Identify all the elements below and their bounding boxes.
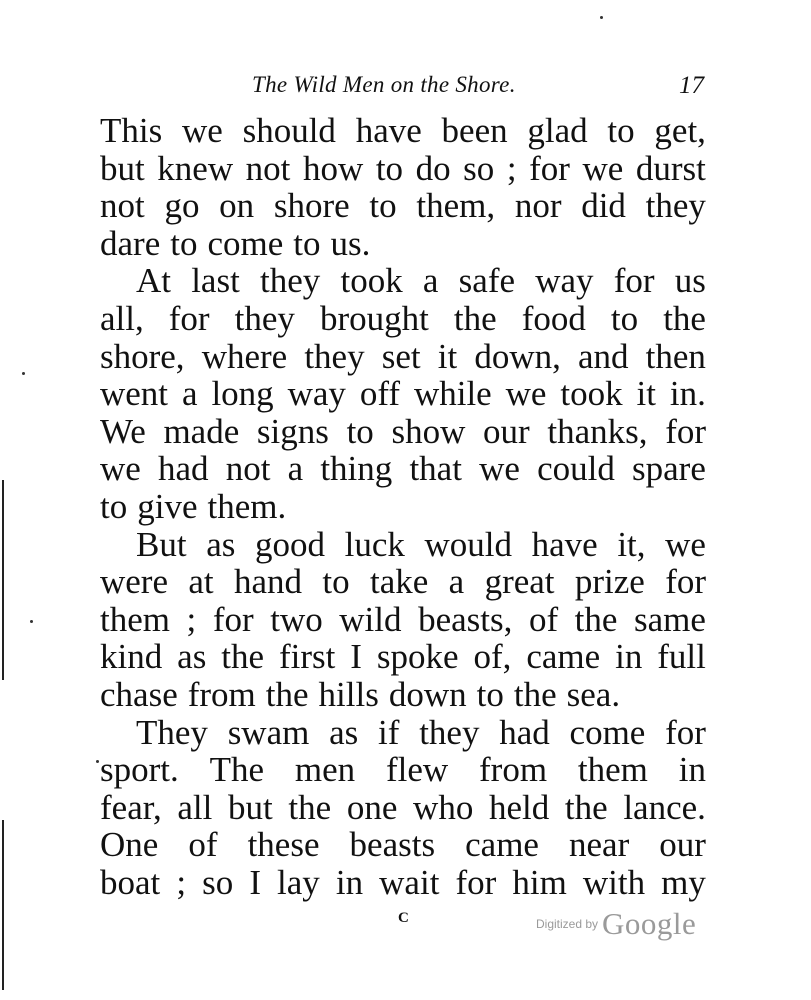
word: the — [663, 298, 706, 338]
word: beasts — [349, 825, 436, 865]
word: him — [512, 862, 567, 902]
word: at — [188, 562, 214, 602]
text-line — [100, 751, 706, 789]
word: to — [346, 411, 374, 451]
word: way — [535, 261, 594, 301]
word: sport. — [100, 750, 179, 790]
word: then — [645, 336, 706, 376]
word: for — [665, 411, 706, 451]
word: who — [413, 787, 474, 827]
word: do — [415, 148, 451, 188]
text-line — [100, 450, 706, 488]
word: food — [521, 298, 586, 338]
word: a — [181, 374, 198, 414]
word: durst — [635, 148, 706, 188]
word: the — [221, 637, 265, 677]
scan-margin-line — [2, 820, 4, 990]
word: these — [247, 825, 320, 865]
scan-margin-line — [2, 480, 4, 680]
word: brought — [319, 298, 429, 338]
text-line — [100, 864, 706, 902]
word: ; — [506, 148, 517, 188]
word: took — [340, 261, 403, 301]
text-line — [100, 112, 706, 150]
word: they — [419, 712, 480, 752]
scan-speck — [30, 620, 33, 623]
text-line — [100, 789, 706, 827]
word: in — [678, 750, 706, 790]
word: At — [136, 261, 171, 301]
word: how — [302, 148, 364, 188]
watermark-prefix: Digitized by — [536, 917, 599, 931]
word: a — [448, 562, 465, 602]
text-line — [100, 225, 706, 263]
word: ; — [176, 862, 187, 902]
word: lance. — [623, 787, 706, 827]
word: but — [100, 148, 145, 188]
text-line — [100, 601, 706, 639]
word: off — [359, 374, 401, 414]
word: shore, — [100, 336, 185, 376]
word: to — [610, 298, 639, 338]
word: take — [370, 562, 429, 602]
word: were — [100, 562, 169, 602]
word: safe — [458, 261, 516, 301]
word: while — [413, 374, 492, 414]
word: them. — [207, 486, 287, 526]
word: it — [636, 374, 656, 414]
word: two — [270, 599, 323, 639]
word: swam — [227, 712, 310, 752]
word: the — [453, 298, 497, 338]
word: shore — [273, 186, 350, 226]
word: This — [100, 111, 163, 150]
word: to — [607, 111, 635, 150]
word: flew — [385, 750, 449, 790]
scan-speck — [96, 760, 99, 763]
word: as — [177, 637, 207, 677]
word: from — [187, 674, 256, 714]
word: us — [674, 261, 706, 301]
word: sea. — [566, 674, 621, 714]
word: long — [211, 374, 274, 414]
word: thing — [320, 449, 393, 489]
word: so — [202, 862, 234, 902]
running-title: The Wild Men on the Shore. — [252, 72, 516, 97]
running-head — [100, 72, 710, 106]
word: full — [657, 637, 706, 677]
digitized-watermark — [536, 906, 696, 942]
word: if — [378, 712, 400, 752]
text-line — [100, 300, 706, 338]
word: our — [659, 825, 706, 865]
word: kind — [100, 637, 163, 677]
word: come — [569, 712, 646, 752]
word: of — [528, 599, 559, 639]
word: hills — [318, 674, 379, 714]
word: spoke — [376, 637, 459, 677]
word: we — [100, 449, 141, 489]
word: all — [177, 787, 213, 827]
word: to — [375, 148, 404, 188]
word: we — [582, 148, 624, 188]
word: and — [577, 336, 629, 376]
word: a — [422, 261, 439, 301]
word: They — [136, 712, 208, 752]
text-line — [100, 826, 706, 864]
word: to — [293, 223, 321, 263]
text-line — [100, 526, 706, 564]
word: for — [168, 298, 210, 338]
word: had — [157, 449, 209, 489]
word: with — [582, 862, 646, 902]
word: spare — [632, 449, 706, 489]
word: to — [100, 486, 128, 526]
word: could — [537, 449, 615, 489]
word: for — [665, 712, 706, 752]
text-line — [100, 262, 706, 300]
google-logo-text: Google — [602, 906, 697, 941]
word: have — [531, 524, 598, 564]
word: give — [137, 486, 198, 526]
word: it — [437, 336, 458, 376]
word: they — [234, 298, 295, 338]
word: ; — [186, 599, 197, 639]
word: came — [465, 825, 539, 865]
word: prize — [574, 562, 645, 602]
word: to — [476, 674, 504, 714]
word: I — [350, 637, 362, 677]
word: one — [346, 787, 398, 827]
text-line — [100, 638, 706, 676]
word: I — [249, 862, 261, 902]
word: did — [581, 186, 626, 226]
scan-speck — [600, 16, 603, 19]
signature-mark: c — [398, 902, 409, 927]
word: for — [529, 148, 570, 188]
word: luck — [344, 524, 405, 564]
word: we — [505, 374, 547, 414]
word: all, — [100, 298, 144, 338]
word: they — [304, 336, 365, 376]
word: we — [182, 111, 223, 150]
word: We — [100, 411, 146, 451]
word: them, — [416, 186, 496, 226]
word: last — [191, 261, 240, 301]
text-line — [100, 676, 706, 714]
word: of — [188, 825, 218, 865]
word: the — [265, 674, 309, 714]
word: to — [369, 186, 397, 226]
word: from — [479, 750, 548, 790]
text-line — [100, 187, 706, 225]
word: men — [294, 750, 356, 790]
word: they — [260, 261, 321, 301]
word: as — [329, 712, 359, 752]
text-line — [100, 375, 706, 413]
word: as — [206, 524, 236, 564]
word: made — [163, 411, 240, 451]
word: get, — [654, 111, 706, 150]
word: so — [463, 148, 495, 188]
word: to — [170, 223, 198, 263]
text-line — [100, 714, 706, 752]
word: should — [242, 111, 336, 150]
word: the — [288, 787, 332, 827]
word: it, — [617, 524, 646, 564]
word: good — [254, 524, 325, 564]
word: been — [441, 111, 508, 150]
word: went — [100, 374, 169, 414]
word: that — [409, 449, 462, 489]
word: down — [388, 674, 467, 714]
word: hand — [234, 562, 303, 602]
page-number: 17 — [679, 72, 704, 99]
body-text — [100, 112, 706, 901]
word: the — [574, 599, 618, 639]
word: beasts, — [418, 599, 513, 639]
word: where — [201, 336, 288, 376]
word: had — [499, 712, 550, 752]
word: held — [488, 787, 550, 827]
word: down, — [474, 336, 561, 376]
word: but — [228, 787, 273, 827]
text-line — [100, 413, 706, 451]
word: glad — [527, 111, 588, 150]
word: our — [483, 411, 530, 451]
word: knew — [157, 148, 234, 188]
word: But — [136, 524, 187, 564]
word: go — [164, 186, 200, 226]
word: for — [212, 599, 254, 639]
word: fear, — [100, 787, 162, 827]
word: on — [219, 186, 255, 226]
word: have — [355, 111, 422, 150]
word: set — [381, 336, 421, 376]
text-line — [100, 488, 706, 526]
word: in — [335, 862, 364, 902]
word: them — [577, 750, 648, 790]
word: come — [207, 223, 284, 263]
word: great — [484, 562, 555, 602]
word: of, — [473, 637, 512, 677]
word: chase — [100, 674, 178, 714]
word: way — [287, 374, 346, 414]
word: took — [560, 374, 623, 414]
word: for — [455, 862, 497, 902]
word: dare — [100, 223, 161, 263]
text-line — [100, 150, 706, 188]
word: my — [661, 862, 706, 902]
text-line — [100, 563, 706, 601]
word: show — [391, 411, 466, 451]
word: for — [665, 562, 706, 602]
word: first — [278, 637, 336, 677]
word: us. — [330, 223, 371, 263]
word: lay — [277, 862, 320, 902]
word: the — [513, 674, 557, 714]
word: near — [569, 825, 630, 865]
word: One — [100, 825, 159, 865]
word: nor — [514, 186, 562, 226]
word: boat — [100, 862, 161, 902]
word: a — [287, 449, 304, 489]
word: them — [100, 599, 170, 639]
word: would — [424, 524, 512, 564]
text-line — [100, 338, 706, 376]
word: thanks, — [547, 411, 648, 451]
word: we — [479, 449, 520, 489]
word: wild — [339, 599, 402, 639]
word: to — [322, 562, 350, 602]
word: wait — [379, 862, 440, 902]
word: same — [633, 599, 706, 639]
word: in — [615, 637, 643, 677]
word: the — [564, 787, 608, 827]
word: they — [645, 186, 706, 226]
word: not — [245, 148, 291, 188]
word: we — [665, 524, 706, 564]
word: came — [526, 637, 601, 677]
word: in. — [669, 374, 706, 414]
word: for — [613, 261, 655, 301]
word: not — [225, 449, 271, 489]
scan-speck — [22, 372, 25, 375]
word: The — [209, 750, 265, 790]
word: signs — [256, 411, 329, 451]
word: not — [100, 186, 145, 226]
